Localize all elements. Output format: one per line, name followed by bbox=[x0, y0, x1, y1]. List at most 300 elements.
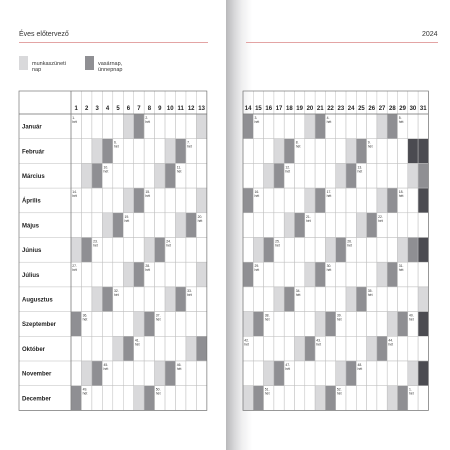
day-cell bbox=[377, 188, 387, 213]
day-cell bbox=[155, 287, 165, 312]
day-cell bbox=[264, 163, 274, 188]
day-cell bbox=[295, 163, 305, 188]
day-cell bbox=[336, 336, 346, 361]
week-number: 20. bbox=[197, 214, 203, 219]
day-cell bbox=[134, 312, 144, 337]
day-cell bbox=[284, 287, 294, 312]
day-number: 18 bbox=[286, 106, 293, 112]
day-cell bbox=[284, 139, 294, 164]
day-cell bbox=[253, 238, 263, 263]
day-cell bbox=[325, 386, 335, 411]
week-suffix: hét bbox=[367, 144, 373, 149]
day-cell bbox=[123, 386, 133, 411]
day-cell bbox=[387, 361, 397, 386]
day-cell bbox=[336, 114, 346, 139]
day-cell bbox=[377, 336, 387, 361]
week-number: 22. bbox=[378, 214, 383, 219]
day-number: 15 bbox=[255, 106, 262, 112]
day-cell bbox=[155, 114, 165, 139]
day-cell bbox=[123, 114, 133, 139]
day-cell bbox=[398, 312, 408, 337]
day-cell bbox=[284, 188, 294, 213]
day-cell bbox=[315, 163, 325, 188]
day-cell bbox=[196, 361, 206, 386]
day-cell bbox=[102, 213, 112, 238]
day-cell bbox=[165, 336, 175, 361]
day-cell bbox=[377, 114, 387, 139]
week-number: 31. bbox=[398, 264, 404, 269]
week-number: 25. bbox=[275, 239, 280, 244]
day-cell bbox=[315, 213, 325, 238]
day-cell bbox=[398, 238, 408, 263]
day-cell bbox=[387, 386, 397, 411]
day-cell bbox=[367, 336, 377, 361]
day-cell bbox=[253, 312, 263, 337]
day-cell bbox=[387, 312, 397, 337]
day-cell bbox=[305, 139, 315, 164]
day-cell bbox=[367, 361, 377, 386]
day-cell bbox=[155, 213, 165, 238]
day-cell bbox=[408, 361, 418, 386]
week-suffix: hét bbox=[197, 218, 203, 223]
day-cell bbox=[346, 336, 356, 361]
week-suffix: hét bbox=[72, 194, 77, 199]
day-cell bbox=[144, 139, 154, 164]
week-number: 44. bbox=[388, 338, 394, 343]
day-cell bbox=[113, 386, 123, 411]
day-cell bbox=[196, 336, 206, 361]
day-cell bbox=[102, 287, 112, 312]
month-label: Június bbox=[22, 248, 42, 255]
day-cell bbox=[134, 361, 144, 386]
week-number: 47. bbox=[285, 363, 291, 367]
day-cell bbox=[71, 238, 81, 263]
week-suffix: hét bbox=[176, 169, 182, 174]
day-cell bbox=[418, 287, 428, 312]
day-cell bbox=[356, 287, 366, 312]
day-cell bbox=[264, 213, 274, 238]
week-suffix: hét bbox=[264, 317, 270, 322]
day-cell bbox=[155, 139, 165, 164]
day-cell bbox=[81, 114, 91, 139]
day-cell bbox=[346, 213, 356, 238]
day-cell bbox=[274, 287, 284, 312]
week-suffix: hét bbox=[254, 120, 260, 124]
calendar-grid-right bbox=[226, 0, 450, 450]
day-cell bbox=[243, 386, 253, 411]
day-cell bbox=[243, 361, 253, 386]
day-cell bbox=[356, 213, 366, 238]
day-cell bbox=[346, 188, 356, 213]
day-cell bbox=[243, 262, 253, 287]
week-number: 17. bbox=[326, 190, 332, 195]
day-cell bbox=[186, 361, 196, 386]
day-cell bbox=[418, 312, 428, 337]
day-cell bbox=[176, 213, 186, 238]
day-cell bbox=[387, 213, 397, 238]
day-cell bbox=[81, 139, 91, 164]
day-cell bbox=[274, 336, 284, 361]
week-number: 27. bbox=[72, 264, 77, 269]
day-cell bbox=[274, 386, 284, 411]
day-cell bbox=[274, 213, 284, 238]
day-cell bbox=[408, 188, 418, 213]
day-cell bbox=[81, 163, 91, 188]
week-number: 48. bbox=[357, 363, 363, 367]
day-cell bbox=[186, 262, 196, 287]
day-cell bbox=[144, 336, 154, 361]
day-cell bbox=[71, 213, 81, 238]
day-cell bbox=[176, 386, 186, 411]
day-cell bbox=[346, 312, 356, 337]
day-cell bbox=[418, 386, 428, 411]
day-number: 21 bbox=[316, 106, 324, 112]
day-cell bbox=[102, 386, 112, 411]
day-cell bbox=[367, 213, 377, 238]
day-cell bbox=[176, 287, 186, 312]
day-cell bbox=[176, 312, 186, 337]
day-cell bbox=[377, 386, 387, 411]
week-number: 2. bbox=[145, 116, 149, 120]
day-cell bbox=[336, 188, 346, 213]
day-cell bbox=[165, 163, 175, 188]
week-suffix: hét bbox=[295, 144, 301, 149]
day-cell bbox=[377, 361, 387, 386]
week-number: 10. bbox=[103, 165, 109, 170]
day-number: 17 bbox=[275, 106, 283, 112]
day-cell bbox=[186, 114, 196, 139]
week-suffix: hét bbox=[145, 120, 151, 124]
day-cell bbox=[325, 213, 335, 238]
day-cell bbox=[176, 336, 186, 361]
week-suffix: hét bbox=[409, 391, 414, 396]
day-cell bbox=[243, 312, 253, 337]
day-cell bbox=[346, 262, 356, 287]
day-cell bbox=[418, 188, 428, 213]
month-label: Május bbox=[22, 223, 40, 230]
day-cell bbox=[408, 336, 418, 361]
day-cell bbox=[336, 139, 346, 164]
day-cell bbox=[144, 238, 154, 263]
week-suffix: hét bbox=[124, 218, 130, 223]
day-cell bbox=[71, 361, 81, 386]
day-cell bbox=[81, 238, 91, 263]
day-cell bbox=[274, 139, 284, 164]
day-cell bbox=[92, 287, 102, 312]
day-cell bbox=[336, 287, 346, 312]
day-cell bbox=[346, 139, 356, 164]
day-number: 10 bbox=[166, 106, 174, 112]
day-cell bbox=[418, 361, 428, 386]
day-cell bbox=[253, 139, 263, 164]
day-cell bbox=[253, 386, 263, 411]
day-cell bbox=[305, 287, 315, 312]
week-number: 19. bbox=[124, 214, 130, 219]
week-suffix: hét bbox=[336, 391, 342, 396]
day-cell bbox=[264, 361, 274, 386]
week-suffix: hét bbox=[254, 194, 260, 199]
week-number: 41. bbox=[134, 338, 140, 343]
day-cell bbox=[387, 287, 397, 312]
day-cell bbox=[274, 312, 284, 337]
day-cell bbox=[398, 139, 408, 164]
day-number: 22 bbox=[327, 106, 334, 112]
day-cell bbox=[284, 213, 294, 238]
day-cell bbox=[387, 188, 397, 213]
week-number: 11. bbox=[176, 165, 182, 170]
day-cell bbox=[295, 114, 305, 139]
day-cell bbox=[387, 114, 397, 139]
day-cell bbox=[284, 262, 294, 287]
week-suffix: hét bbox=[367, 292, 373, 297]
day-number: 4 bbox=[105, 106, 110, 112]
week-number: 16. bbox=[254, 190, 260, 195]
week-number: 21. bbox=[306, 214, 311, 219]
day-cell bbox=[155, 238, 165, 263]
day-number: 1 bbox=[74, 106, 78, 112]
day-cell bbox=[315, 312, 325, 337]
week-suffix: hét bbox=[336, 317, 342, 322]
week-number: 38. bbox=[264, 313, 270, 318]
day-cell bbox=[418, 213, 428, 238]
week-suffix: hét bbox=[357, 169, 363, 174]
day-number: 28 bbox=[389, 106, 396, 112]
day-cell bbox=[165, 361, 175, 386]
day-cell bbox=[102, 312, 112, 337]
day-cell bbox=[155, 262, 165, 287]
day-cell bbox=[92, 386, 102, 411]
month-label: Február bbox=[22, 149, 45, 156]
week-number: 33. bbox=[187, 288, 192, 293]
day-cell bbox=[253, 361, 263, 386]
day-cell bbox=[186, 336, 196, 361]
day-cell bbox=[284, 336, 294, 361]
day-cell bbox=[295, 213, 305, 238]
day-cell bbox=[377, 163, 387, 188]
day-cell bbox=[367, 312, 377, 337]
legend-label-dark-line2: ünnepnap bbox=[98, 67, 123, 73]
day-cell bbox=[71, 163, 81, 188]
day-cell bbox=[398, 163, 408, 188]
day-cell bbox=[408, 262, 418, 287]
week-suffix: hét bbox=[145, 268, 151, 273]
day-cell bbox=[264, 114, 274, 139]
week-number: 13. bbox=[357, 165, 363, 170]
day-cell bbox=[336, 262, 346, 287]
day-cell bbox=[377, 139, 387, 164]
day-cell bbox=[336, 163, 346, 188]
day-cell bbox=[325, 139, 335, 164]
day-cell bbox=[92, 114, 102, 139]
week-suffix: hét bbox=[326, 120, 332, 124]
week-number: 5. bbox=[398, 116, 402, 120]
day-cell bbox=[398, 336, 408, 361]
day-cell bbox=[165, 188, 175, 213]
day-cell bbox=[387, 163, 397, 188]
day-cell bbox=[336, 238, 346, 263]
week-suffix: hét bbox=[357, 367, 363, 371]
day-cell bbox=[92, 163, 102, 188]
day-cell bbox=[176, 114, 186, 139]
day-cell bbox=[264, 262, 274, 287]
day-cell bbox=[134, 114, 144, 139]
week-number: 42. bbox=[244, 338, 249, 343]
day-cell bbox=[418, 336, 428, 361]
day-cell bbox=[408, 238, 418, 263]
day-cell bbox=[418, 114, 428, 139]
month-label: Március bbox=[22, 173, 45, 180]
week-number: 28. bbox=[145, 264, 151, 269]
day-cell bbox=[243, 287, 253, 312]
week-suffix: hét bbox=[378, 218, 383, 223]
week-suffix: hét bbox=[398, 194, 404, 199]
day-cell bbox=[71, 336, 81, 361]
day-cell bbox=[264, 287, 274, 312]
day-cell bbox=[346, 386, 356, 411]
week-suffix: hét bbox=[285, 367, 291, 371]
day-cell bbox=[305, 336, 315, 361]
day-cell bbox=[305, 238, 315, 263]
day-cell bbox=[284, 386, 294, 411]
week-number: 49. bbox=[82, 387, 88, 392]
month-label: Július bbox=[22, 272, 40, 279]
day-cell bbox=[377, 238, 387, 263]
day-cell bbox=[295, 312, 305, 337]
month-label: Április bbox=[22, 198, 41, 205]
day-cell bbox=[71, 312, 81, 337]
week-number: 52. bbox=[336, 387, 342, 392]
day-cell bbox=[367, 238, 377, 263]
day-cell bbox=[356, 312, 366, 337]
month-label: Január bbox=[22, 124, 42, 131]
day-cell bbox=[346, 114, 356, 139]
week-suffix: hét bbox=[295, 292, 301, 297]
day-number: 24 bbox=[347, 106, 355, 112]
week-number: 1. bbox=[409, 387, 412, 392]
day-cell bbox=[81, 361, 91, 386]
day-cell bbox=[243, 163, 253, 188]
week-suffix: hét bbox=[275, 243, 280, 248]
day-cell bbox=[367, 114, 377, 139]
day-cell bbox=[274, 114, 284, 139]
day-cell bbox=[356, 262, 366, 287]
day-cell bbox=[165, 386, 175, 411]
day-cell bbox=[196, 188, 206, 213]
week-number: 32. bbox=[114, 288, 119, 293]
day-cell bbox=[295, 386, 305, 411]
day-cell bbox=[113, 188, 123, 213]
month-label: Augusztus bbox=[22, 297, 53, 304]
day-cell bbox=[367, 386, 377, 411]
day-cell bbox=[144, 287, 154, 312]
month-label: Szeptember bbox=[22, 322, 57, 329]
week-suffix: hét bbox=[388, 342, 394, 347]
day-cell bbox=[305, 188, 315, 213]
day-cell bbox=[81, 287, 91, 312]
month-label: November bbox=[22, 371, 52, 378]
day-cell bbox=[274, 262, 284, 287]
day-cell bbox=[325, 361, 335, 386]
week-number: 15. bbox=[145, 190, 151, 195]
day-cell bbox=[123, 188, 133, 213]
year-label: 2024 bbox=[422, 31, 438, 38]
day-cell bbox=[264, 188, 274, 213]
week-number: 4. bbox=[326, 116, 330, 120]
day-cell bbox=[398, 361, 408, 386]
legend-label-light-line1: munkaszüneti bbox=[32, 61, 66, 67]
day-cell bbox=[325, 238, 335, 263]
week-suffix: hét bbox=[82, 317, 88, 322]
day-number: 8 bbox=[147, 106, 152, 112]
week-suffix: hét bbox=[187, 292, 192, 297]
day-cell bbox=[196, 262, 206, 287]
week-number: 12. bbox=[285, 165, 291, 170]
day-cell bbox=[243, 238, 253, 263]
week-number: 26. bbox=[347, 239, 352, 244]
day-cell bbox=[123, 238, 133, 263]
day-cell bbox=[315, 238, 325, 263]
week-number: 43. bbox=[316, 338, 322, 343]
day-cell bbox=[408, 114, 418, 139]
week-number: 29. bbox=[254, 264, 260, 269]
day-cell bbox=[186, 386, 196, 411]
day-cell bbox=[315, 114, 325, 139]
day-cell bbox=[92, 139, 102, 164]
day-cell bbox=[196, 287, 206, 312]
day-cell bbox=[336, 213, 346, 238]
week-suffix: hét bbox=[316, 342, 322, 347]
day-cell bbox=[71, 139, 81, 164]
day-cell bbox=[155, 163, 165, 188]
day-cell bbox=[165, 139, 175, 164]
day-cell bbox=[186, 238, 196, 263]
week-suffix: hét bbox=[93, 243, 98, 248]
day-cell bbox=[134, 163, 144, 188]
day-cell bbox=[81, 188, 91, 213]
day-cell bbox=[408, 163, 418, 188]
legend-label-dark-line1: vasárnap, bbox=[98, 61, 123, 67]
week-suffix: hét bbox=[409, 317, 414, 322]
week-number: 23. bbox=[93, 239, 98, 244]
week-number: 6. bbox=[114, 140, 117, 145]
day-cell bbox=[92, 262, 102, 287]
week-suffix: hét bbox=[114, 292, 119, 297]
day-cell bbox=[113, 114, 123, 139]
day-cell bbox=[71, 386, 81, 411]
day-number: 13 bbox=[198, 106, 205, 112]
week-suffix: hét bbox=[285, 169, 291, 174]
day-cell bbox=[315, 386, 325, 411]
day-cell bbox=[274, 188, 284, 213]
day-number: 12 bbox=[187, 106, 195, 112]
day-cell bbox=[264, 238, 274, 263]
day-cell bbox=[264, 139, 274, 164]
day-cell bbox=[398, 213, 408, 238]
day-cell bbox=[196, 139, 206, 164]
day-cell bbox=[165, 213, 175, 238]
day-cell bbox=[165, 262, 175, 287]
day-number: 16 bbox=[265, 106, 273, 112]
week-number: 24. bbox=[166, 239, 171, 244]
day-cell bbox=[418, 163, 428, 188]
day-cell bbox=[243, 139, 253, 164]
day-cell bbox=[144, 163, 154, 188]
day-cell bbox=[377, 262, 387, 287]
day-cell bbox=[295, 336, 305, 361]
day-number: 30 bbox=[409, 106, 417, 112]
week-number: 50. bbox=[155, 387, 161, 392]
day-cell bbox=[253, 287, 263, 312]
